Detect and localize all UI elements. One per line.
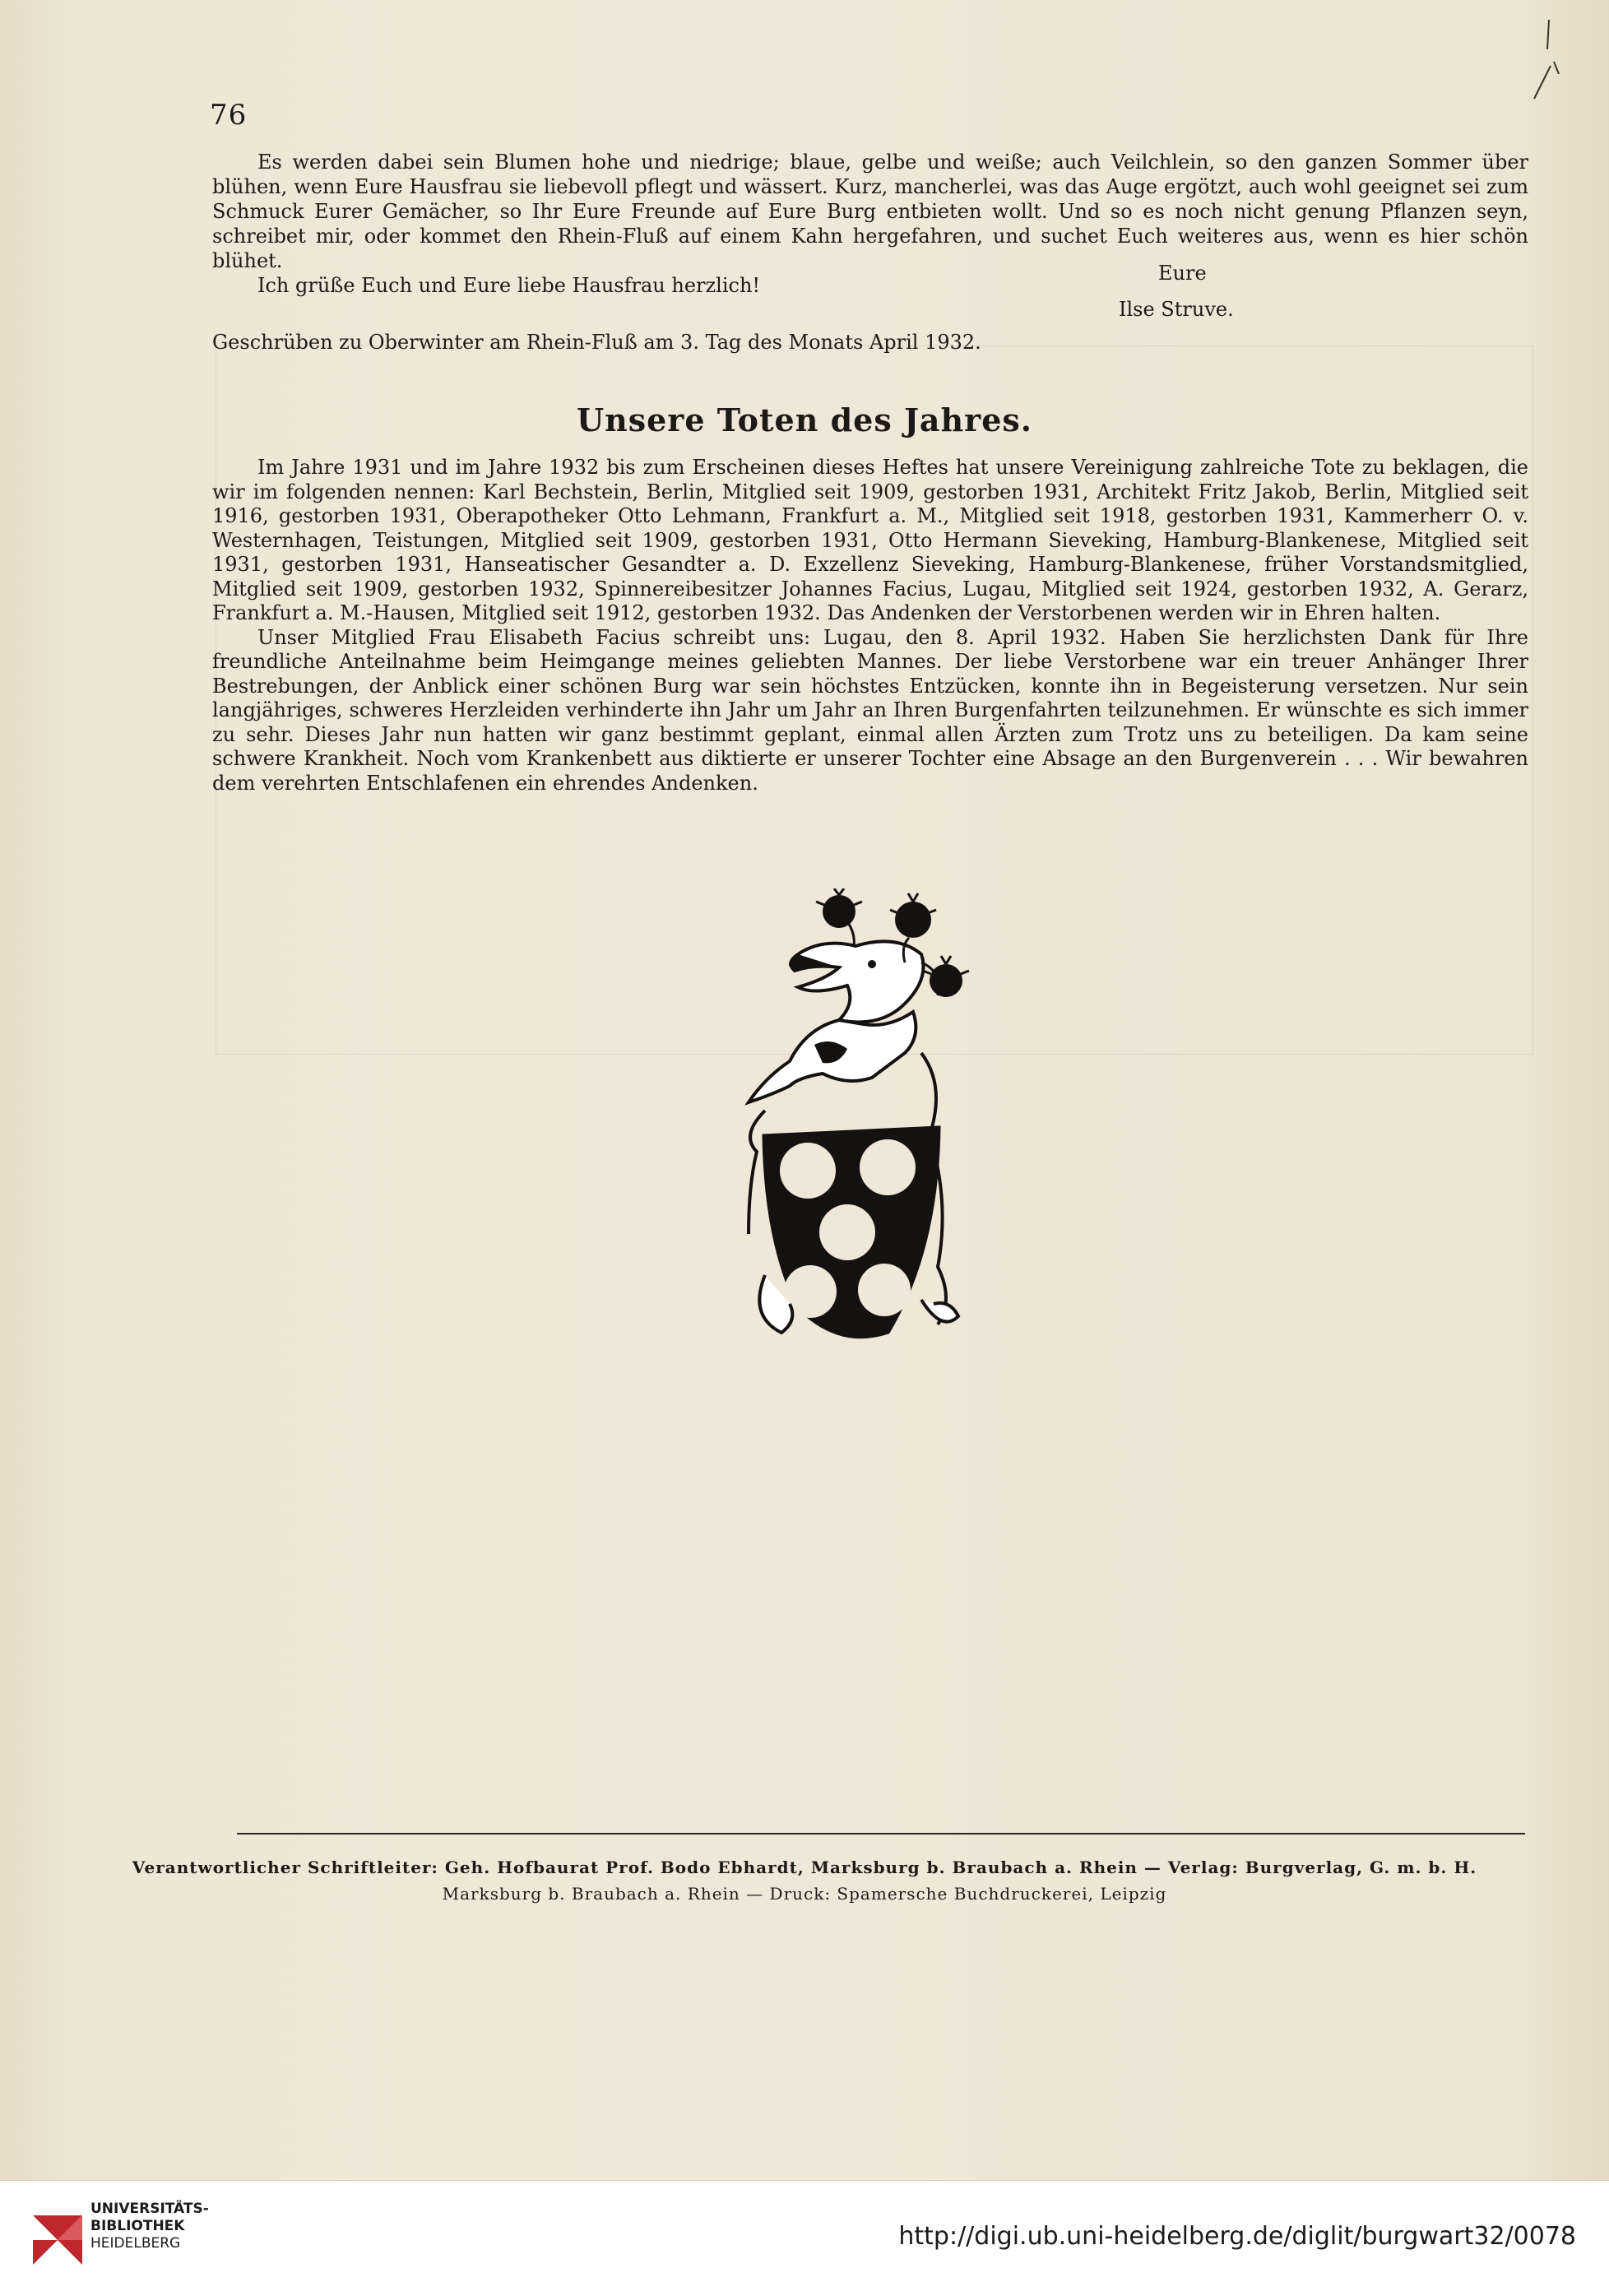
imprint-editor: Verantwortlicher Schriftleiter: Geh. Hofbaurat Prof. Bodo Ebhardt, Marksburg b. Braubach a. Rhein — Verlag: Burgverlag, G. m. b. H. <box>132 1858 1477 1877</box>
imprint-printer: Marksburg b. Braubach a. Rhein — Druck: Spamersche Buchdruckerei, Leipzig <box>442 1884 1167 1904</box>
coat-of-arms-icon <box>716 888 971 1349</box>
library-city: HEIDELBERG <box>90 2235 181 2252</box>
pencil-mark-icon <box>1526 16 1567 107</box>
obituaries-text <box>212 456 1528 795</box>
letter-text <box>212 150 1528 298</box>
library-name-line2: BIBLIOTHEK <box>90 2218 185 2234</box>
library-name <box>90 2201 209 2252</box>
viewer-footer <box>0 2180 1609 2296</box>
source-url-link[interactable]: http://digi.ub.uni-heidelberg.de/diglit/burgwart32/0078 <box>898 2222 1576 2251</box>
letter-paragraph: Es werden dabei sein Blumen hohe und niedrige; blaue, gelbe und weiße; auch Veilchlein, so den ganzen Sommer über blühen, wenn Eure Hausfrau sie liebevoll pflegt und wässert. Kurz, mancherlei, was das Auge ergötzt, auch wohl geeignet sei zum Schmuck Eurer Gemächer, so Ihr Eure Freunde auf Eure Burg entbieten wollt. Und so es noch nicht genung Pflanzen seyn, schreibet mir, oder kommet den Rhein-Fluß auf einem Kahn hergefahren, und suchet Euch weiteres aus, wenn es hier schön blühet. <box>212 151 1528 272</box>
letter-signature: Ilse Struve. <box>1119 298 1234 321</box>
page-number: 76 <box>210 99 248 132</box>
obituary-paragraph: Im Jahre 1931 und im Jahre 1932 bis zum Erscheinen dieses Heftes hat unsere Vereinigung zahlreiche Tote zu beklagen, die wir im folgenden nennen: Karl Bechstein, Berlin, Mitglied seit 1909, gestorben 1931, Architekt Fritz Jakob, Berlin, Mitglied seit 1916, gestorben 1931, Oberapotheker Otto Lehmann, Frankfurt a. M., Mitglied seit 1918, gestorben 1931, Kammerherr O. v. Westernhagen, Teistungen, Mitglied seit 1909, gestorben 1931, Otto Hermann Sieveking, Hamburg-Blankenese, Mitglied seit 1931, gestorben 1931, Hanseatischer Gesandter a. D. Exzellenz Sieveking, Hamburg-Blankenese, früher Vorstandsmitglied, Mitglied seit 1909, gestorben 1932, Spinnereibesitzer Johannes Facius, Lugau, Mitglied seit 1924, gestorben 1932, A. Gerarz, Frankfurt a. M.-Hausen, Mitglied seit 1912, gestorben 1932. Das Andenken der Verstorbenen werden wir in Ehren halten. <box>212 456 1528 624</box>
obituary-paragraph: Unser Mitglied Frau Elisabeth Facius schreibt uns: Lugau, den 8. April 1932. Haben Sie herzlichsten Dank für Ihre freundliche Anteilnahme beim Heimgange meines geliebten Mannes. Der liebe Verstorbene war ein treuer Anhänger Ihrer Bestrebungen, der Anblick einer schönen Burg war sein höchstes Entzücken, konnte ihn in Begeisterung versetzen. Nur sein langjähriges, schweres Herzleiden verhinderte ihn Jahr um Jahr an Ihren Burgenfahrten teilzunehmen. Er wünschte es sich immer zu sehr. Dieses Jahr nun hatten wir ganz bestimmt geplant, einmal allen Ärzten zum Trotz uns zu beteiligen. Da kam seine schwere Krankheit. Noch vom Krankenbett aus diktierte er unserer Tochter eine Absage an den Burgenverein . . . Wir bewahren dem verehrten Entschlafenen ein ehrendes Andenken. <box>212 625 1528 795</box>
letter-paragraph: Ich grüße Euch und Eure liebe Hausfrau herzlich! <box>257 274 761 297</box>
footer-rule <box>237 1833 1525 1834</box>
section-heading: Unsere Toten des Jahres. <box>576 401 1033 438</box>
library-name-line1: UNIVERSITÄTS- <box>90 2201 209 2217</box>
letter-closing: Eure <box>1158 262 1207 285</box>
letter-date: Geschrüben zu Oberwinter am Rhein-Fluß am 3. Tag des Monats April 1932. <box>212 331 981 354</box>
